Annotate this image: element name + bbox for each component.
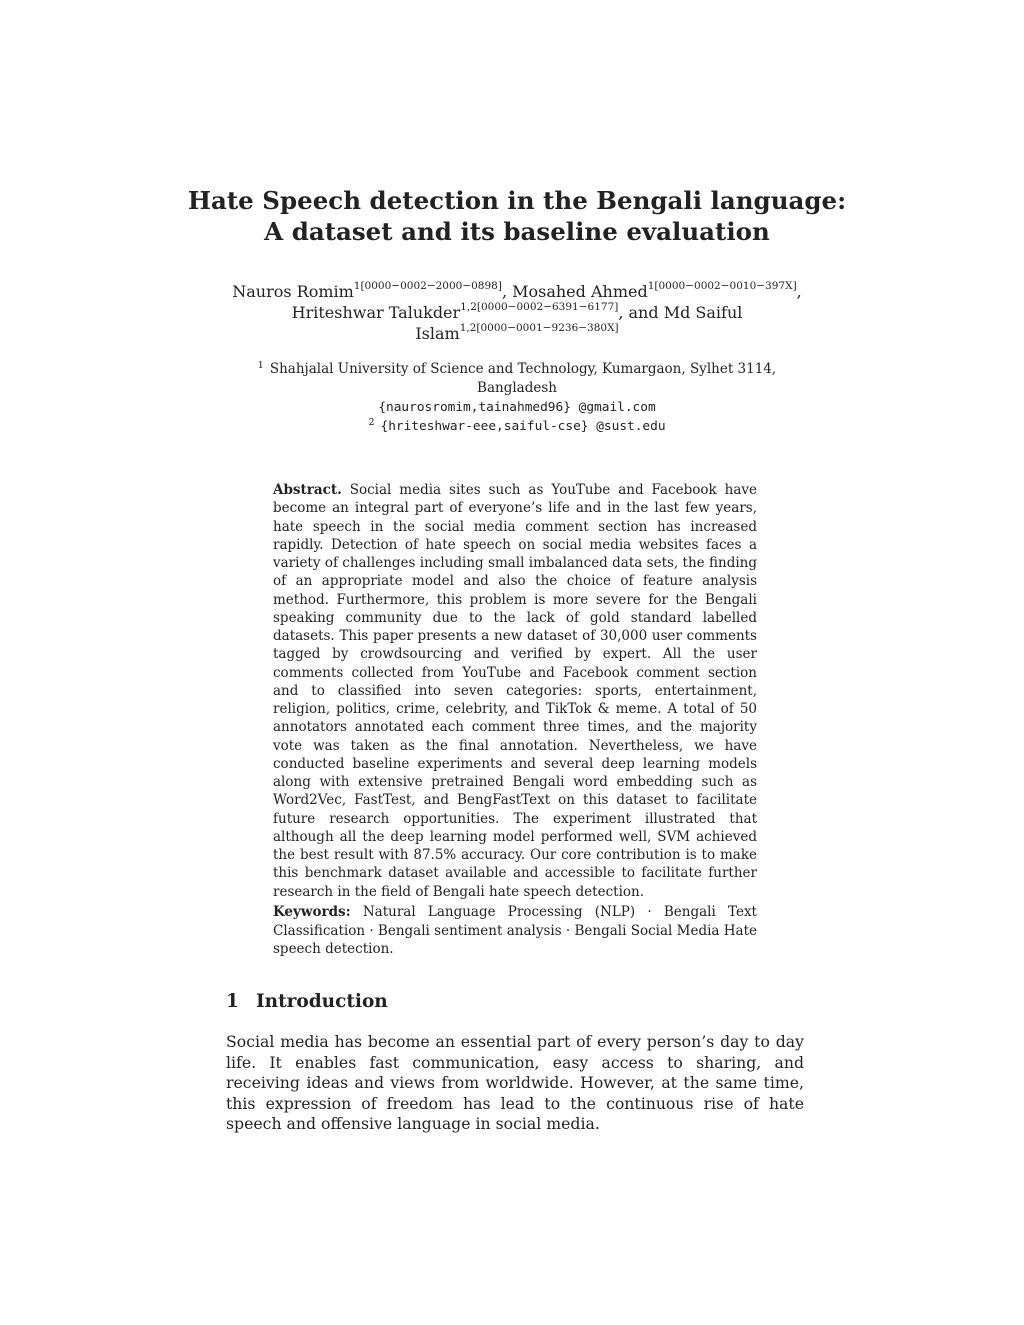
affiliation-marker: 2: [368, 416, 375, 428]
intro-paragraph: Social media has become an essential part of every person’s day to day life. It enables fast communication, easy access to sharing, and receiving ideas and views from worldwide. However, at the same time, this expression of freedom has lead to the continuous rise of hate speech and offensive language in social media.: [226, 1032, 804, 1133]
author-list: [180, 281, 854, 344]
author-name: Islam: [415, 324, 460, 343]
title-line-1: Hate Speech detection in the Bengali language:: [187, 186, 847, 215]
author-name: Hriteshwar Talukder: [291, 303, 461, 322]
affiliation-2-line: [180, 417, 854, 436]
author-name: Nauros Romim: [232, 282, 354, 301]
keywords: [273, 903, 757, 959]
keywords-text: Natural Language Processing (NLP) · Bengali Text Classification · Bengali sentiment analysis · Bengali Social Media Hate speech detection.: [273, 904, 757, 957]
author-orcid: 1[0000−0002−2000−0898]: [353, 279, 502, 292]
keywords-label: Keywords:: [273, 904, 351, 920]
author-name: Mosahed Ahmed: [512, 282, 648, 301]
email-line-2: {hriteshwar-eee,saiful-cse} @sust.edu: [380, 419, 666, 434]
abstract-text: Social media sites such as YouTube and Facebook have become an integral part of everyone’s life and in the last few years, hate speech in the social media comment section has increased rapidly. Detection of hate speech on social media websites faces a variety of challenges including small imbalanced data sets, the finding of an appropriate model and also the choice of feature analysis method. Furthermore, this problem is more severe for the Bengali speaking community due to the lack of gold standard labelled datasets. This paper presents a new dataset of 30,000 user comments tagged by crowdsourcing and verified by expert. All the user comments collected from YouTube and Facebook comment section and to classified into seven categories: sports, entertainment, religion, politics, crime, celebrity, and TikTok & meme. A total of 50 annotators annotated each comment three times, and the majority vote was taken as the final annotation. Nevertheless, we have conducted baseline experiments and several deep learning models along with extensive pretrained Bengali word embedding such as Word2Vec, FastTest, and BengFastText on this dataset to facilitate future research opportunities. The experiment illustrated that although all the deep learning model performed well, SVM achieved the best result with 87.5% accuracy. Our core contribution is to make this benchmark dataset available and accessible to facilitate further research in the field of Bengali hate speech detection.: [273, 482, 757, 900]
abstract-label: Abstract.: [273, 482, 342, 498]
author-line-3: [180, 323, 854, 344]
author-orcid: 1,2[0000−0001−9236−380X]: [459, 321, 619, 334]
paper-title: [180, 185, 854, 247]
abstract: [273, 481, 757, 901]
author-orcid: 1[0000−0002−0010−397X]: [647, 279, 797, 292]
section-number: 1: [226, 991, 239, 1012]
affiliation-1-line-2: Bangladesh: [477, 380, 557, 396]
author-line-1: [180, 281, 854, 302]
email-line-1: {naurosromim,tainahmed96} @gmail.com: [378, 400, 656, 415]
affiliations: [180, 360, 854, 436]
author-separator: ,: [796, 282, 802, 301]
affiliation-marker: 1: [257, 359, 264, 371]
section-title: Introduction: [256, 991, 388, 1012]
affiliation-text: Shahjalal University of Science and Technology, Kumargaon, Sylhet 3114,: [269, 361, 777, 377]
author-line-2: [180, 302, 854, 323]
title-line-2: A dataset and its baseline evaluation: [264, 217, 770, 246]
author-separator: ,: [501, 282, 513, 301]
author-separator: , and Md Saiful: [618, 303, 743, 322]
section-heading: [226, 990, 388, 1014]
author-orcid: 1,2[0000−0002−6391−6177]: [460, 300, 619, 313]
affiliation-1-line-1: [180, 360, 854, 379]
